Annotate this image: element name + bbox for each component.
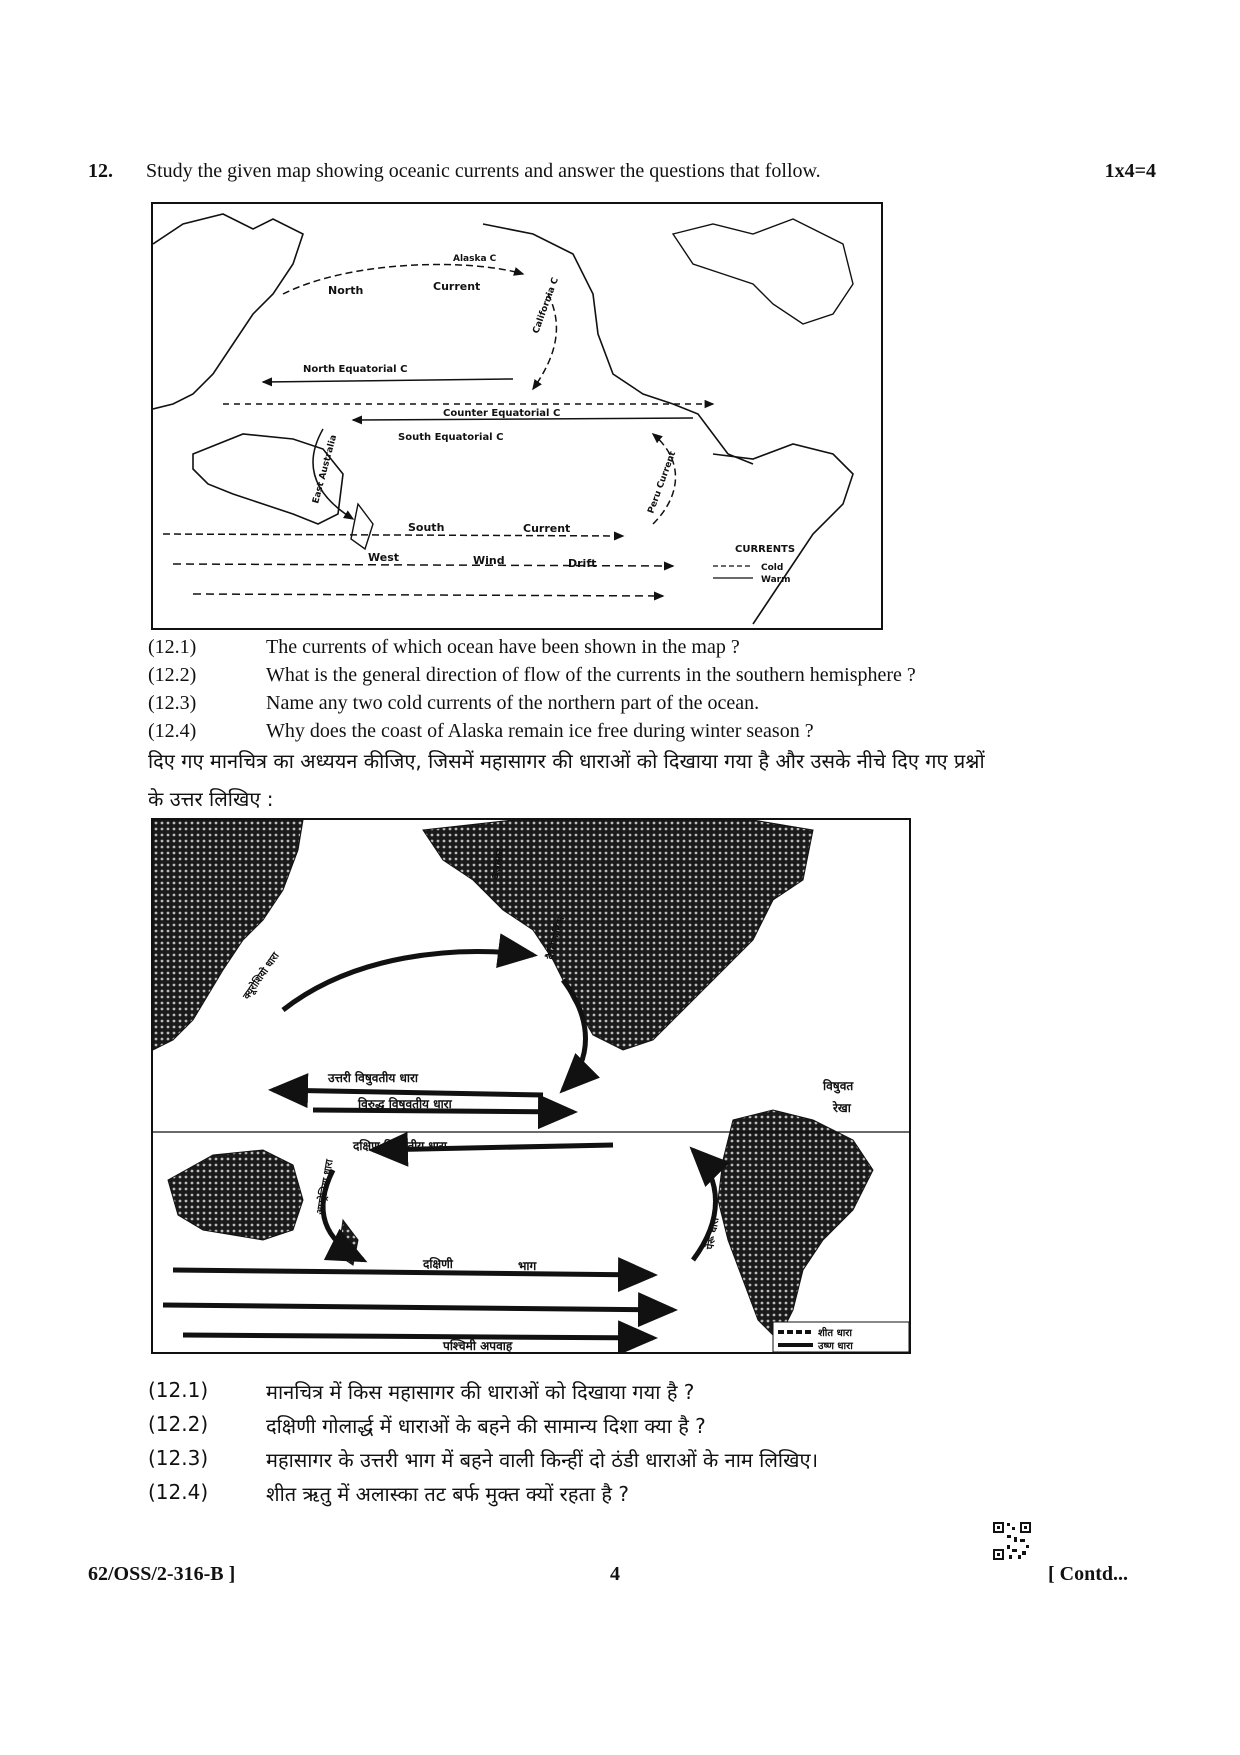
sub-question-text: दक्षिणी गोलार्द्ध में धाराओं के बहने की सामान्य दिशा क्या है ? [266, 1414, 706, 1438]
hi-label-california: कैलिफोर्निया [545, 915, 568, 961]
sub-question-text: Name any two cold currents of the northern part of the ocean. [266, 692, 760, 714]
page-number: 4 [610, 1563, 620, 1585]
asia-landmass [153, 820, 303, 1050]
map-hi-drawing [153, 820, 909, 1352]
sub-question-number: (12.3) [148, 1446, 209, 1470]
label-south: South [408, 521, 445, 534]
hindi-instruction [148, 742, 1108, 818]
hi-label-equator-2: रेखा [833, 1101, 851, 1115]
sub-question-text: What is the general direction of flow of the currents in the southern hemisphere ? [266, 664, 916, 686]
map-en-legend [713, 544, 795, 585]
north-america-coast [483, 224, 753, 464]
label-alaska: Alaska C [453, 254, 497, 264]
label-wind: Wind [473, 554, 505, 567]
ocean-currents-map-english [151, 202, 883, 630]
arctic-islands [673, 219, 853, 324]
label-peru: Peru Current [646, 450, 679, 516]
hi-label-kuroshio: क्यूरोशियो धारा [241, 950, 282, 1002]
sub-question-number: (12.3) [148, 692, 197, 714]
hi-label-alaska: अलास्का [490, 847, 507, 881]
sub-question-number: (12.1) [148, 636, 197, 658]
legend-title: CURRENTS [735, 544, 796, 555]
hi-label-south: दक्षिणी [423, 1257, 453, 1271]
hi-label-south-eq: दक्षिण विषुवतीय धारा [353, 1139, 447, 1153]
hi-label-east-aus: आस्ट्रेलिया धारा [315, 1158, 336, 1216]
label-north-equatorial: North Equatorial C [303, 364, 408, 375]
ocean-currents-map-hindi [151, 818, 911, 1354]
sub-question-number: (12.4) [148, 1480, 209, 1504]
sub-question-number: (12.4) [148, 720, 197, 742]
continued-label: [ Contd... [1048, 1563, 1129, 1585]
map-en-drawing [153, 204, 881, 628]
hi-legend-cold: शीत धारा [818, 1328, 852, 1339]
label-east-australia: East Australia [311, 433, 340, 505]
map-hi-legend [773, 1322, 909, 1352]
sub-question-text: The currents of which ocean have been shown in the map ? [266, 636, 740, 658]
hi-label-west-drift: पश्चिमी अपवाह [443, 1339, 513, 1352]
question-text: Study the given map showing oceanic currents and answer the questions that follow. [146, 160, 821, 182]
label-west: West [368, 551, 400, 564]
new-zealand [351, 504, 373, 549]
sub-question-number: (12.2) [148, 664, 197, 686]
hindi-instruction-line-1: दिए गए मानचित्र का अध्ययन कीजिए, जिसमें महासागर की धाराओं को दिखाया गया है और उसके नीचे दिए गए प्रश्नों [148, 749, 985, 773]
hi-label-south2: भाग [518, 1259, 537, 1273]
label-california: California C [531, 276, 561, 336]
sub-question-text: शीत ऋतु में अलास्का तट बर्फ मुक्त क्यों रहता है ? [266, 1482, 630, 1506]
legend-warm: Warm [761, 575, 791, 585]
australia-landmass [168, 1150, 303, 1240]
paper-code: 62/OSS/2-316-B ] [88, 1563, 236, 1585]
hi-label-north-eq: उत्तरी विषुवतीय धारा [328, 1071, 419, 1085]
hi-legend-warm: उष्ण धारा [818, 1341, 853, 1352]
south-america-landmass [718, 1110, 873, 1340]
hi-label-equator-1: विषुवत [823, 1079, 854, 1093]
asia-coast [153, 214, 303, 409]
qr-code-icon [992, 1521, 1032, 1561]
label-drift: Drift [568, 557, 597, 570]
hindi-instruction-line-2: के उत्तर लिखिए : [148, 787, 274, 811]
label-north: North [328, 284, 364, 297]
south-america-coast [713, 444, 853, 624]
hi-label-peru: पेरू धारा [705, 1216, 722, 1251]
question-number: 12. [88, 160, 113, 182]
sub-question-number: (12.2) [148, 1412, 209, 1436]
label-counter-equatorial: Counter Equatorial C [443, 408, 561, 419]
label-south-current: Current [523, 522, 571, 535]
sub-question-text: मानचित्र में किस महासागर की धाराओं को दिखाया गया है ? [266, 1380, 695, 1404]
sub-question-text: महासागर के उत्तरी भाग में बहने वाली किन्हीं दो ठंडी धाराओं के नाम लिखिए। [266, 1448, 819, 1472]
sub-question-number: (12.1) [148, 1378, 209, 1402]
question-marks: 1x4=4 [1104, 160, 1156, 182]
sub-question-text: Why does the coast of Alaska remain ice free during winter season ? [266, 720, 814, 742]
hi-label-counter-eq: विरुद्ध विषुवतीय धारा [358, 1097, 452, 1111]
north-america-landmass [423, 820, 813, 1050]
legend-cold: Cold [761, 563, 784, 573]
label-south-equatorial: South Equatorial C [398, 432, 504, 443]
label-north-current: Current [433, 280, 481, 293]
